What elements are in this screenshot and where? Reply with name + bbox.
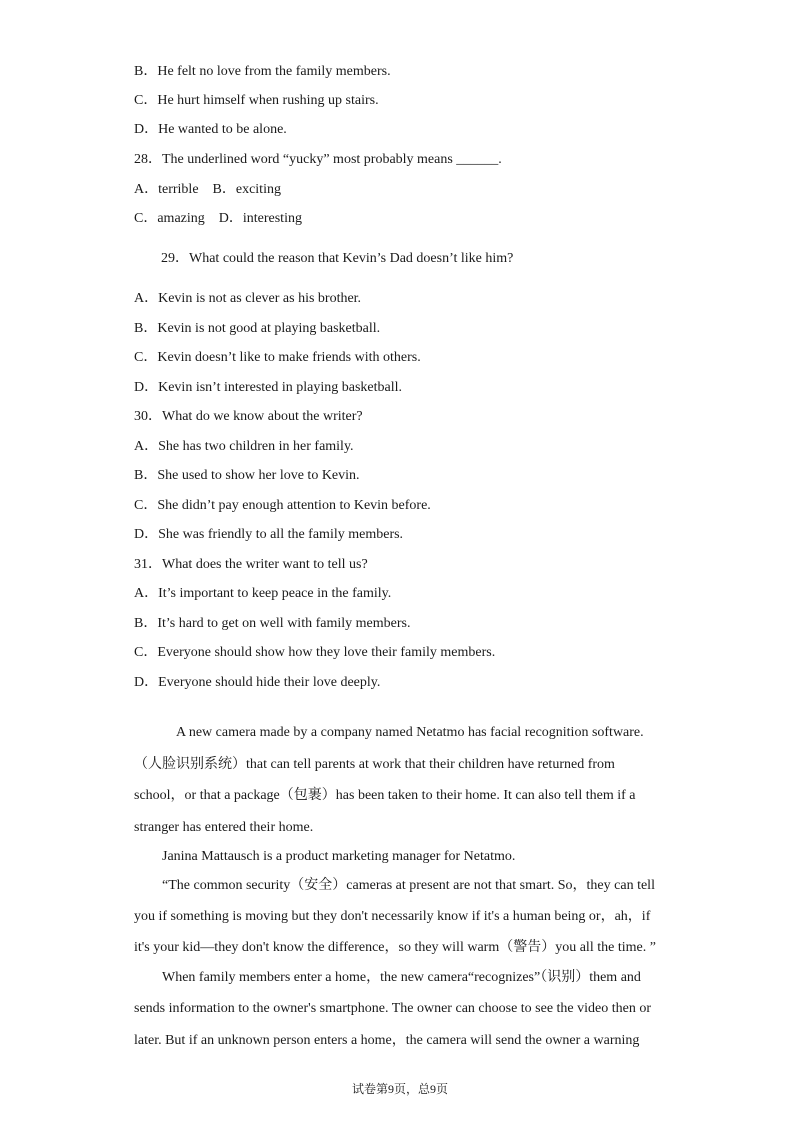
q29-stem: 29．What could the reason that Kevin’s Dad doesn’t like him? [161, 251, 514, 266]
q27-option-d: D．He wanted to be alone. [134, 122, 287, 137]
passage-line-2: （人脸识别系统）that can tell parents at work that their children have returned from [134, 757, 615, 772]
q28-options-ab: A．terrible B．exciting [134, 182, 281, 197]
q27-option-b: B．He felt no love from the family members. [134, 64, 391, 79]
passage-line-5: Janina Mattausch is a product marketing manager for Netatmo. [162, 849, 516, 864]
q31-option-c: C．Everyone should show how they love their family members. [134, 645, 496, 660]
q28-options-cd: C．amazing D．interesting [134, 211, 302, 226]
q31-option-d: D．Everyone should hide their love deeply. [134, 675, 381, 690]
page-footer: 试卷第9页，总9页 [351, 1082, 448, 1096]
passage-line-6: “The common security（安全）cameras at present are not that smart. So，they can tell [162, 878, 655, 893]
q30-option-b: B．She used to show her love to Kevin. [134, 468, 360, 483]
q30-stem: 30．What do we know about the writer? [134, 409, 363, 424]
q30-option-c: C．She didn’t pay enough attention to Kevin before. [134, 498, 431, 513]
q29-option-a: A．Kevin is not as clever as his brother. [134, 291, 362, 306]
passage-line-4: stranger has entered their home. [134, 820, 314, 835]
q29-option-b: B．Kevin is not good at playing basketball. [134, 321, 381, 336]
passage-line-10: sends information to the owner's smartphone. The owner can choose to see the video then or [134, 1001, 652, 1016]
q30-option-d: D．She was friendly to all the family members. [134, 527, 404, 542]
passage-line-9: When family members enter a home，the new camera“recognizes”（识别）them and [162, 970, 641, 985]
q28-stem: 28．The underlined word “yucky” most probably means ______. [134, 152, 502, 167]
q29-option-c: C．Kevin doesn’t like to make friends with others. [134, 350, 421, 365]
q31-option-b: B．It’s hard to get on well with family members. [134, 616, 411, 631]
passage-line-11: later. But if an unknown person enters a home，the camera will send the owner a warning [134, 1033, 640, 1048]
passage-line-8: it's your kid—they don't know the difference，so they will warm（警告）you all the time. ” [134, 940, 656, 955]
passage-line-1: A new camera made by a company named Netatmo has facial recognition software. [176, 725, 644, 740]
q29-option-d: D．Kevin isn’t interested in playing basketball. [134, 380, 403, 395]
q27-option-c: C．He hurt himself when rushing up stairs. [134, 93, 379, 108]
q31-stem: 31．What does the writer want to tell us? [134, 557, 368, 572]
passage-line-3: school，or that a package（包裹）has been taken to their home. It can also tell them if a [134, 788, 636, 803]
q31-option-a: A．It’s important to keep peace in the family. [134, 586, 392, 601]
q30-option-a: A．She has two children in her family. [134, 439, 354, 454]
passage-line-7: you if something is moving but they don't necessarily know if it's a human being or，ah，if [134, 909, 651, 924]
